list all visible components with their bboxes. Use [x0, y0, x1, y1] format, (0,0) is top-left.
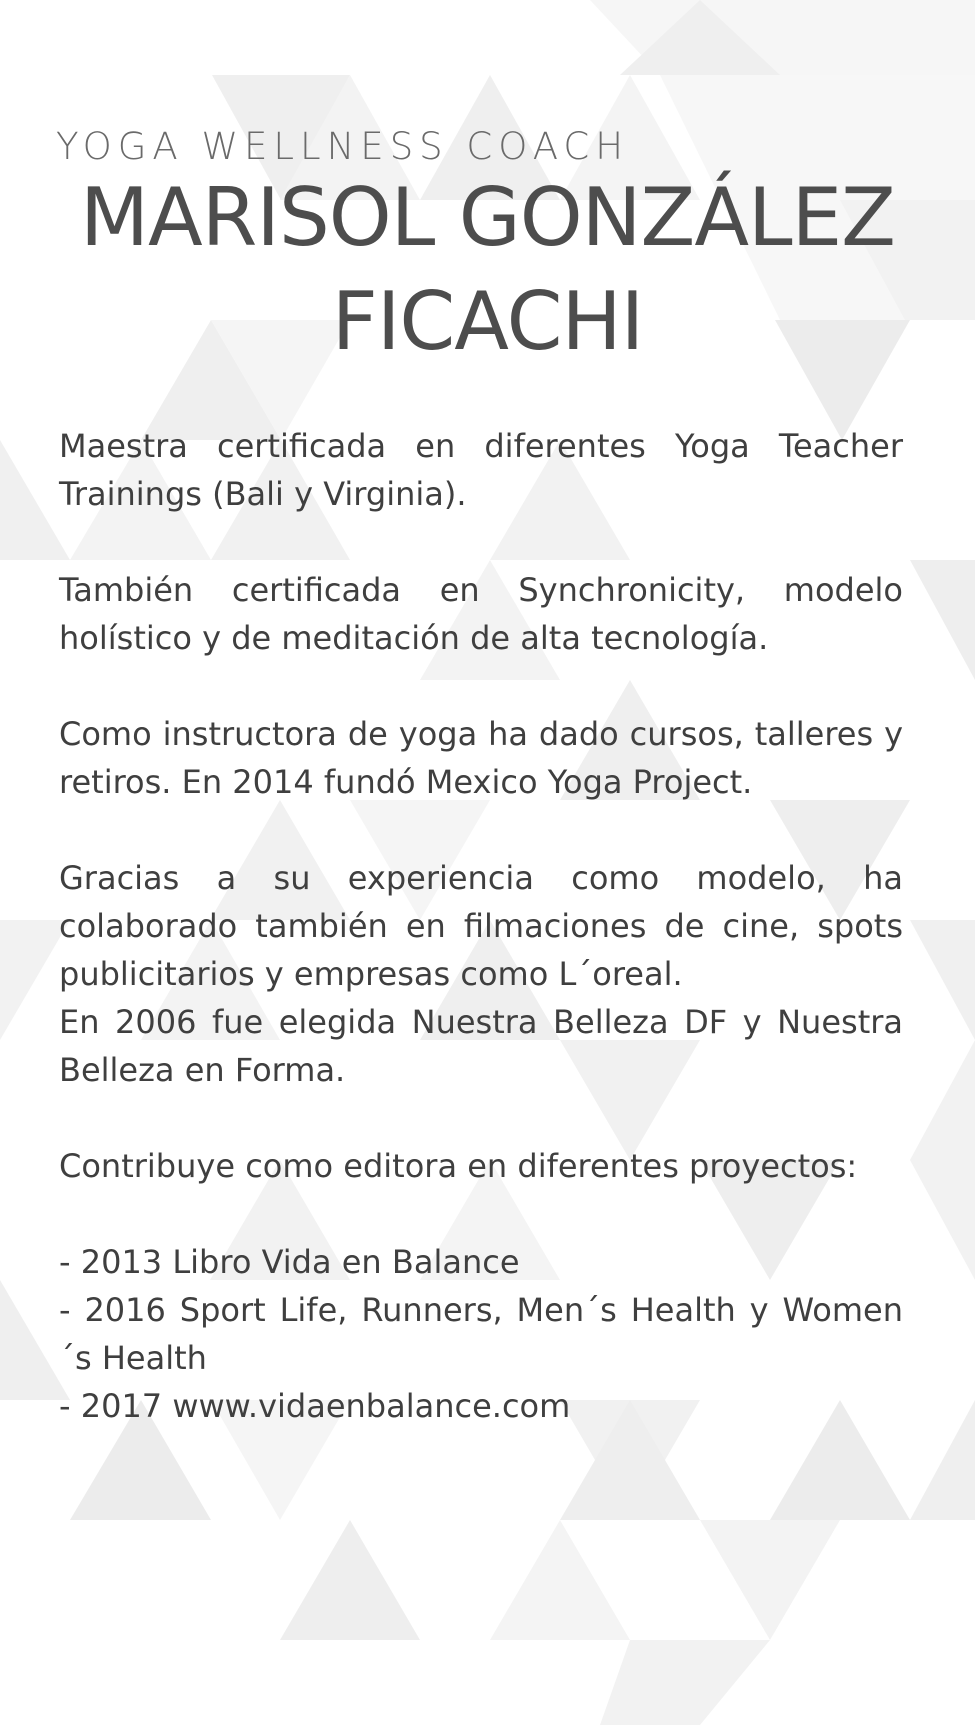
- job-title: YOGA WELLNESS COACH: [56, 125, 630, 168]
- list-item-website: - 2017 www.vidaenbalance.com: [59, 1387, 571, 1425]
- paragraph-synchronicity: También certificada en Synchronicity, modelo holístico y de meditación de alta tecnología.: [59, 571, 903, 657]
- paragraph-certifications: Maestra certificada en diferentes Yoga Teacher Trainings (Bali y Virginia).: [59, 427, 903, 513]
- list-item: - 2016 Sport Life, Runners, Men´s Health y Women´s Health: [59, 1291, 903, 1377]
- name-line-2: FICACHI: [331, 275, 644, 368]
- paragraph-editor: Contribuye como editora en diferentes proyectos:: [59, 1147, 858, 1185]
- paragraph-model: Gracias a su experiencia como modelo, ha colaborado también en filmaciones de cine, spots publicitarios y empresas como L´oreal.: [59, 859, 903, 993]
- bio-body: [59, 422, 903, 1430]
- paragraph-pageant: En 2006 fue elegida Nuestra Belleza DF y Nuestra Belleza en Forma.: [59, 1003, 903, 1089]
- list-item: - 2013 Libro Vida en Balance: [59, 1243, 520, 1281]
- paragraph-instructor: Como instructora de yoga ha dado cursos, talleres y retiros. En 2014 fundó Mexico Yoga Project.: [59, 715, 903, 801]
- name-line-1: MARISOL GONZÁLEZ: [80, 171, 895, 264]
